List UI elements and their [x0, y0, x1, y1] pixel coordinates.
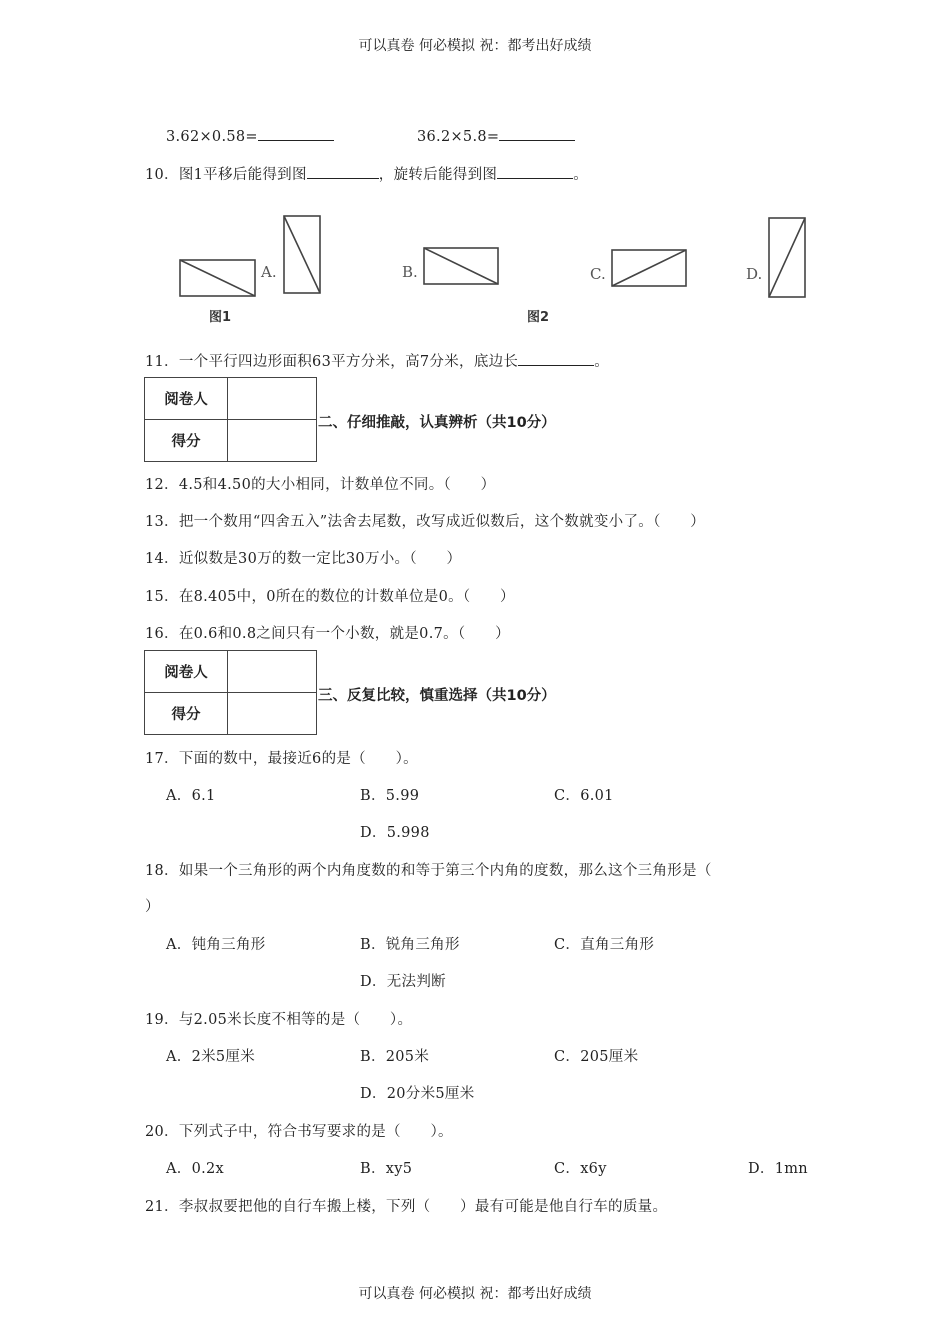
figure-a-label: A. [261, 263, 277, 281]
figure-2-caption: 图2 [527, 310, 550, 325]
reviewer-label: 阅卷人 [145, 378, 228, 420]
question-17: 17．下面的数中，最接近6的是（ ）。 [145, 751, 418, 767]
figure-1-caption: 图1 [209, 310, 232, 325]
question-15: 15．在8.405中，0所在的数位的计数单位是0。（ ） [145, 589, 515, 605]
question-12: 12．4.5和4.50的大小相同，计数单位不同。（ ） [145, 477, 496, 493]
q18-option-d[interactable]: D．无法判断 [360, 974, 446, 990]
reviewer-label: 阅卷人 [145, 651, 228, 693]
figure-c-label: C. [590, 265, 606, 283]
figure-1-rectangle [180, 260, 255, 296]
question-19: 19．与2.05米长度不相等的是（ ）。 [145, 1012, 413, 1028]
q20-option-c[interactable]: C．x6y [554, 1161, 607, 1177]
figure-d-label: D. [746, 265, 763, 283]
q11-blank[interactable] [518, 351, 594, 366]
figure-c-rectangle [612, 250, 686, 286]
q19-option-d[interactable]: D．20分米5厘米 [360, 1086, 475, 1102]
q17-option-a[interactable]: A．6.1 [166, 788, 216, 804]
calc-expr-2 [417, 126, 575, 145]
question-14: 14．近似数是30万的数一定比30万小。（ ） [145, 551, 462, 567]
q19-option-a[interactable]: A．2米5厘米 [166, 1049, 256, 1065]
section-3-title: 三、反复比较，慎重选择（共10分） [318, 688, 556, 704]
q19-option-c[interactable]: C．205厘米 [554, 1049, 639, 1065]
question-11 [145, 350, 609, 371]
q10-text-b: ，旋转后能得到图 [378, 167, 498, 183]
q19-option-b[interactable]: B．205米 [360, 1049, 430, 1065]
question-18: 18．如果一个三角形的两个内角度数的和等于第三个内角的度数，那么这个三角形是（ [145, 863, 712, 879]
question-18-end: ） [145, 899, 160, 915]
q10-blank-rotate[interactable] [497, 164, 573, 179]
q11-text: 11．一个平行四边形面积63平方分米，高7分米，底边长 [145, 354, 519, 370]
question-10 [145, 163, 588, 184]
q17-option-d[interactable]: D．5.998 [360, 825, 430, 841]
q18-option-a[interactable]: A．钝角三角形 [166, 937, 266, 953]
calc-expr-1 [166, 126, 334, 145]
calc-expr-2-text: 36.2×5.8= [417, 129, 500, 145]
score-label: 得分 [145, 693, 228, 735]
q10-text-c: 。 [573, 167, 588, 183]
calc-expr-1-text: 3.62×0.58= [166, 129, 258, 145]
score-field[interactable] [228, 693, 317, 735]
section-2-title: 二、仔细推敲，认真辨析（共10分） [318, 415, 556, 431]
question-20: 20．下列式子中，符合书写要求的是（ ）。 [145, 1124, 453, 1140]
figure-b-label: B. [402, 263, 418, 281]
question-13: 13．把一个数用“四舍五入”法舍去尾数，改写成近似数后，这个数就变小了。（ ） [145, 514, 706, 530]
q11-end: 。 [594, 354, 610, 370]
q10-text-a: 10．图1平移后能得到图 [145, 167, 307, 183]
figure-b-rectangle [424, 248, 498, 284]
reviewer-field[interactable] [228, 378, 317, 420]
figure-d-rectangle [769, 218, 805, 297]
q17-option-c[interactable]: C．6.01 [554, 788, 614, 804]
page-footer: 可以真卷 何必模拟 祝：都考出好成绩 [358, 1286, 592, 1302]
score-label: 得分 [145, 420, 228, 462]
q18-option-c[interactable]: C．直角三角形 [554, 937, 655, 953]
calc-answer-blank-2[interactable] [499, 126, 575, 141]
score-field[interactable] [228, 420, 317, 462]
page-header: 可以真卷 何必模拟 祝：都考出好成绩 [358, 38, 592, 54]
figure-a-rectangle [284, 216, 320, 293]
q18-option-b[interactable]: B．锐角三角形 [360, 937, 460, 953]
reviewer-field[interactable] [228, 651, 317, 693]
q20-option-a[interactable]: A．0.2x [166, 1161, 225, 1177]
question-16: 16．在0.6和0.8之间只有一个小数，就是0.7。（ ） [145, 626, 510, 642]
q17-option-b[interactable]: B．5.99 [360, 788, 420, 804]
q10-blank-translate[interactable] [307, 164, 379, 179]
q20-option-d[interactable]: D．1mn [748, 1161, 808, 1177]
section-2-score-table [144, 377, 317, 462]
q20-option-b[interactable]: B．xy5 [360, 1161, 413, 1177]
calc-answer-blank-1[interactable] [258, 126, 334, 141]
section-3-score-table [144, 650, 317, 735]
question-21: 21．李叔叔要把他的自行车搬上楼，下列（ ）最有可能是他自行车的质量。 [145, 1199, 668, 1215]
